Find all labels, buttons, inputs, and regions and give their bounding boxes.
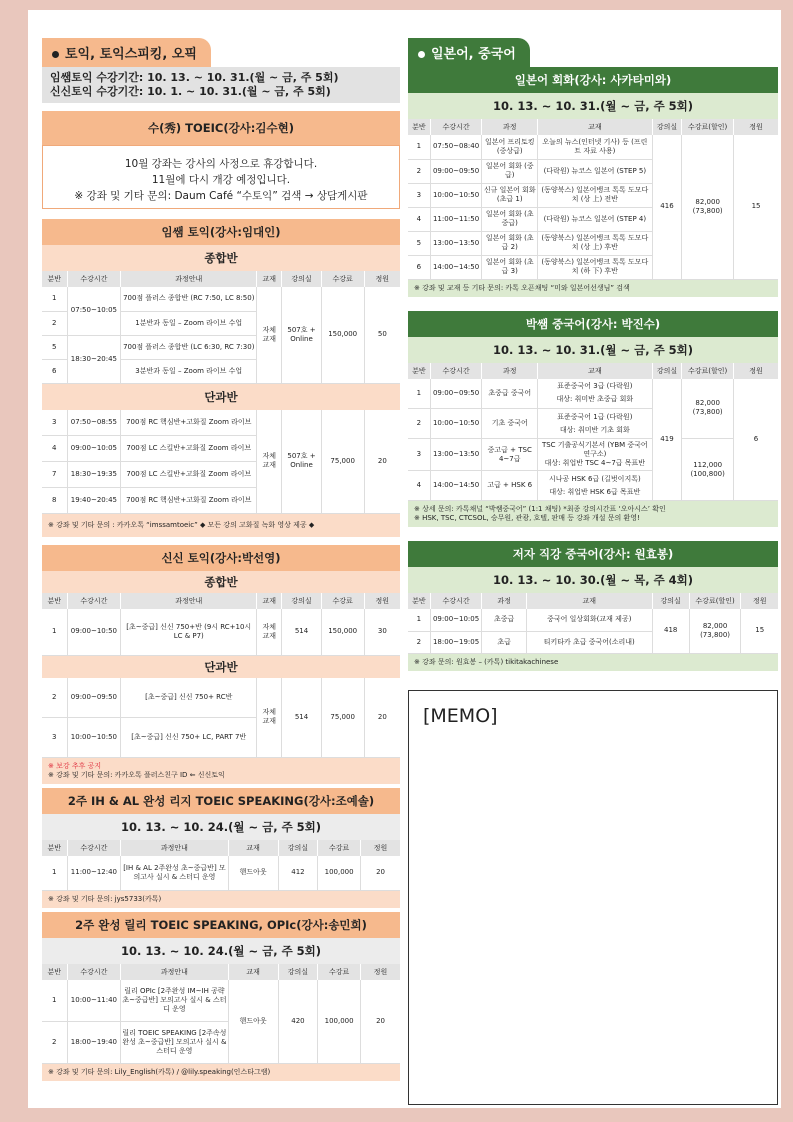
td: 고급 + HSK 6: [482, 471, 538, 501]
td: 75,000: [321, 678, 364, 758]
td: 릴리 TOEIC SPEAKING [2주속성 완성 초~중급반] 모의고사 실시 & 스터디 운영: [121, 1022, 228, 1064]
table-row: [42, 678, 400, 718]
th: 과정: [482, 119, 538, 135]
jp-table: [408, 119, 778, 280]
th: 분반: [42, 840, 67, 856]
th: 교재: [526, 593, 652, 609]
td: 07:50~10:05: [67, 287, 121, 335]
td: 자체 교재: [257, 287, 282, 383]
td: 09:00~09:50: [430, 159, 482, 183]
table-header-row: [408, 593, 778, 609]
th: 수강료(할인): [682, 119, 734, 135]
notice-line: 11월에 다시 개강 예정입니다.: [151, 174, 291, 186]
td: [초~중급] 신신 750+ RC반: [121, 678, 257, 718]
bullet-icon: [418, 51, 425, 58]
td: 10:00~10:50: [430, 183, 482, 207]
td: 700점 플러스 종합반 (RC 7:50, LC 8:50): [121, 287, 257, 311]
sin-toeic-title: 신신 토익(강사:박선영): [42, 545, 400, 571]
sin-table-jonghap: [42, 593, 400, 656]
td: 419: [652, 379, 682, 501]
td: 1: [42, 609, 67, 655]
th: 분반: [408, 593, 430, 609]
td: 112,000 (100,800): [682, 439, 734, 501]
td: (다락원) 뉴코스 일본어 (STEP 4): [537, 207, 652, 231]
td: 50: [364, 287, 400, 383]
td: 13:00~13:50: [430, 439, 482, 471]
im-sub-dangwa: 단과반: [42, 384, 400, 410]
td: 4: [42, 436, 67, 462]
td: 1: [42, 856, 67, 890]
td: (동양북스) 일본어뱅크 톡톡 도모다치 (하 下) 후반: [537, 255, 652, 279]
td: 514: [282, 609, 321, 655]
td: 1분반과 동일 – Zoom 라이브 수업: [121, 311, 257, 335]
section-tag-language: [408, 38, 530, 67]
td: 1: [42, 287, 67, 311]
th: 정원: [361, 964, 400, 980]
cn-note: [408, 501, 778, 527]
th: 교재: [257, 593, 282, 609]
cn-book: 시나공 HSK 6급 (길벗이지톡): [548, 474, 641, 483]
th: 교재: [228, 840, 278, 856]
td: 20: [361, 856, 400, 890]
sin-note-line: ※ 보강 추후 공지: [48, 762, 102, 770]
th: 과정안내: [121, 271, 257, 287]
td: 자체 교재: [257, 678, 282, 758]
td: 4: [408, 471, 430, 501]
won-title: 저자 직강 중국어(강사: 원효봉): [408, 541, 778, 567]
period-sin: 신신토익 수강기간: 10. 1. ~ 10. 31.(월 ~ 금, 주 5회): [50, 85, 331, 98]
td: 4: [408, 207, 430, 231]
tag-label: 토익, 토익스피킹, 오픽: [65, 47, 197, 62]
cn-target: 대상: 취미반 기초 회화: [559, 425, 630, 434]
td: 일본어 회화 (중급): [482, 159, 538, 183]
td: 418: [652, 609, 689, 653]
th: 강의실: [652, 119, 682, 135]
td: [IH & AL 2주완성 초~중급반] 모의고사 실시 & 스터디 운영: [121, 856, 228, 890]
td: 7: [42, 462, 67, 488]
td: 3분반과 동일 – Zoom 라이브 수업: [121, 359, 257, 383]
td: 18:00~19:40: [67, 1022, 121, 1064]
td: 일본어 회화 (초급 3): [482, 255, 538, 279]
jo-title: 2주 IH & AL 완성 리지 TOEIC SPEAKING(강사:조예솔): [42, 788, 400, 814]
song-section: [42, 912, 400, 1082]
td: 자체 교재: [257, 609, 282, 655]
td: 신규 일본어 회화 (초급 1): [482, 183, 538, 207]
th: 분반: [42, 964, 67, 980]
im-sub-jonghap: 종합반: [42, 245, 400, 271]
memo-box: [408, 690, 778, 1105]
td: 10:00~10:50: [430, 409, 482, 439]
td: 15: [741, 609, 778, 653]
sin-note: [42, 758, 400, 784]
table-row: [408, 135, 778, 159]
th: 수강시간: [430, 363, 482, 379]
table-header-row: [42, 840, 400, 856]
td: 10:00~11:40: [67, 980, 121, 1022]
td: 15: [734, 135, 778, 279]
th: 강의실: [652, 593, 689, 609]
jo-table: [42, 840, 400, 891]
im-toeic-title: 임쌤 토익(강사:임대인): [42, 219, 400, 245]
td: 핸드아웃: [228, 856, 278, 890]
section-tag-toeic: [42, 38, 211, 67]
td: 2: [42, 1022, 67, 1064]
td: 오늘의 뉴스(인터넷 기사) 등 (프린트 자료 사용): [537, 135, 652, 159]
td: 6: [42, 359, 67, 383]
cn-target: 대상: 취업반 TSC 4~7급 목표반: [544, 459, 646, 467]
td: 2: [42, 311, 67, 335]
td: 700점 RC 핵심반+고화질 Zoom 라이브: [121, 410, 257, 436]
td: [537, 409, 652, 439]
td: 09:00~10:05: [67, 436, 121, 462]
td: 3: [42, 718, 67, 758]
period-im: 임쌤토익 수강기간: 10. 13. ~ 10. 31.(월 ~ 금, 주 5회): [50, 71, 339, 84]
td: 13:00~13:50: [430, 231, 482, 255]
tag-label: 일본어, 중국어: [431, 47, 516, 62]
td: 핸드아웃: [228, 980, 278, 1064]
td: [초~중급] 신신 750+반 (9시 RC+10시 LC & P7): [121, 609, 257, 655]
right-column: [408, 10, 778, 671]
td: 700점 RC 핵심반+고화질 Zoom 라이브: [121, 488, 257, 514]
left-column: [42, 10, 400, 1081]
th: 수강시간: [67, 271, 121, 287]
th: 정원: [741, 593, 778, 609]
td: 07:50~08:55: [67, 410, 121, 436]
sin-note-line: ※ 강좌 및 기타 문의: 카카오톡 플러스친구 ID ⇐ 신신토익: [48, 771, 225, 779]
td: 82,000 (73,800): [682, 379, 734, 439]
td: 416: [652, 135, 682, 279]
td: [537, 439, 652, 471]
td: 3: [42, 410, 67, 436]
cn-title: 박쌤 중국어(강사: 박진수): [408, 311, 778, 337]
table-row: [42, 410, 400, 436]
td: 30: [364, 609, 400, 655]
cn-section: [408, 311, 778, 528]
table-row: [42, 980, 400, 1022]
table-row: [408, 609, 778, 631]
im-table-jonghap: [42, 271, 400, 384]
th: 분반: [408, 119, 430, 135]
page: [28, 10, 781, 1108]
table-header-row: [42, 593, 400, 609]
td: 09:00~09:50: [430, 379, 482, 409]
td: 2: [408, 159, 430, 183]
th: 강의실: [282, 271, 321, 287]
td: 18:00~19:05: [430, 631, 482, 653]
table-header-row: [408, 363, 778, 379]
table-row: [42, 609, 400, 655]
won-period: 10. 13. ~ 10. 30.(월 ~ 목, 주 4회): [408, 567, 778, 593]
td: 중고급 + TSC 4~7급: [482, 439, 538, 471]
th: 정원: [364, 271, 400, 287]
td: [초~중급] 신신 750+ LC, PART 7반: [121, 718, 257, 758]
td: 1: [408, 135, 430, 159]
th: 강의실: [278, 964, 317, 980]
notice-line: 10월 강좌는 강사의 사정으로 휴강합니다.: [124, 158, 318, 170]
td: 514: [282, 678, 321, 758]
td: 09:00~10:50: [67, 609, 121, 655]
jo-section: [42, 788, 400, 908]
td: [537, 471, 652, 501]
td: 09:00~09:50: [67, 678, 121, 718]
jp-section: [408, 67, 778, 297]
table-header-row: [42, 271, 400, 287]
td: 150,000: [321, 287, 364, 383]
td: 14:00~14:50: [430, 255, 482, 279]
table-header-row: [42, 964, 400, 980]
th: 교재: [537, 119, 652, 135]
th: 수강료: [318, 964, 361, 980]
td: 20: [361, 980, 400, 1064]
td: 20: [364, 678, 400, 758]
table-row: [42, 856, 400, 890]
im-toeic-section: [42, 219, 400, 537]
td: 700점 플러스 종합반 (LC 6:30, RC 7:30): [121, 335, 257, 359]
td: 700점 LC 스킬반+고화질 Zoom 라이브: [121, 462, 257, 488]
th: 수강시간: [430, 593, 482, 609]
cn-note-line: ※ 상세 문의: 카톡채널 “박쌤중국어” (1:1 채팅) *최종 강의시간표 ‘오아시스’ 확인: [414, 505, 666, 513]
cn-book: TSC 기출공식기본서 (YBM 중국어연구소): [541, 441, 648, 458]
td: 티키타카 초급 중국어(소리내): [526, 631, 652, 653]
cn-period: 10. 13. ~ 10. 31.(월 ~ 금, 주 5회): [408, 337, 778, 363]
td: 100,000: [318, 856, 361, 890]
td: 일본어 회화 (초중급): [482, 207, 538, 231]
su-toeic-section: [42, 111, 400, 209]
td: 초중급 중국어: [482, 379, 538, 409]
notice-line: ※ 강좌 및 기타 문의: Daum Café “수토익” 검색 → 상담게시판: [74, 190, 368, 202]
td: 5: [408, 231, 430, 255]
jp-title: 일본어 회화(강사: 사카타미와): [408, 67, 778, 93]
td: 6: [408, 255, 430, 279]
won-table: [408, 593, 778, 654]
td: 8: [42, 488, 67, 514]
td: 중국어 일상회화(교재 제공): [526, 609, 652, 631]
td: 82,000 (73,800): [682, 135, 734, 279]
th: 정원: [364, 593, 400, 609]
th: 수강료(할인): [682, 363, 734, 379]
th: 강의실: [278, 840, 317, 856]
td: 자체 교재: [257, 410, 282, 514]
table-row: [408, 379, 778, 409]
td: 2: [408, 409, 430, 439]
th: 수강시간: [67, 840, 121, 856]
th: 분반: [408, 363, 430, 379]
th: 정원: [361, 840, 400, 856]
td: (다락원) 뉴코스 일본어 (STEP 5): [537, 159, 652, 183]
su-toeic-title: 수(秀) TOEIC(강사:김수현): [42, 111, 400, 145]
th: 교재: [257, 271, 282, 287]
td: [537, 379, 652, 409]
td: 11:00~12:40: [67, 856, 121, 890]
th: 과정: [482, 593, 526, 609]
td: 2: [42, 678, 67, 718]
memo-label: [MEMO]: [423, 705, 498, 727]
won-section: [408, 541, 778, 671]
td: 18:30~19:35: [67, 462, 121, 488]
td: 초중급: [482, 609, 526, 631]
cn-table: [408, 363, 778, 502]
td: 07:50~08:40: [430, 135, 482, 159]
cn-book: 표준중국어 3급 (다락원): [557, 382, 633, 391]
th: 수강시간: [67, 964, 121, 980]
td: (동양북스) 일본어뱅크 톡톡 도모다치 (상 上) 전반: [537, 183, 652, 207]
td: 일본어 회화 (초급 2): [482, 231, 538, 255]
th: 과정: [482, 363, 538, 379]
td: 10:00~10:50: [67, 718, 121, 758]
sin-sub-dangwa: 단과반: [42, 656, 400, 678]
th: 강의실: [282, 593, 321, 609]
td: 1: [408, 379, 430, 409]
th: 교재: [537, 363, 652, 379]
td: 1: [408, 609, 430, 631]
th: 수강시간: [67, 593, 121, 609]
td: 3: [408, 183, 430, 207]
td: 19:40~20:45: [67, 488, 121, 514]
song-note: ※ 강좌 및 기타 문의: Lily_English(카톡) / @lily.speaking(인스타그램): [42, 1064, 400, 1081]
jo-period: 10. 13. ~ 10. 24.(월 ~ 금, 주 5회): [42, 814, 400, 840]
td: 기초 중국어: [482, 409, 538, 439]
td: 82,000 (73,800): [689, 609, 741, 653]
song-table: [42, 964, 400, 1065]
th: 교재: [228, 964, 278, 980]
cn-target: 대상: 취미반 초중급 회화: [556, 395, 634, 404]
td: 412: [278, 856, 317, 890]
cn-target: 대상: 취업반 HSK 6급 목표반: [549, 487, 641, 496]
table-row: [42, 287, 400, 311]
th: 강의실: [652, 363, 682, 379]
td: 507호 + Online: [282, 410, 321, 514]
td: 507호 + Online: [282, 287, 321, 383]
th: 수강시간: [430, 119, 482, 135]
sin-table-dangwa: [42, 678, 400, 759]
td: 20: [364, 410, 400, 514]
td: 150,000: [321, 609, 364, 655]
su-toeic-notice: [42, 145, 400, 209]
td: 1: [42, 980, 67, 1022]
song-period: 10. 13. ~ 10. 24.(월 ~ 금, 주 5회): [42, 938, 400, 964]
table-header-row: [408, 119, 778, 135]
td: 18:30~20:45: [67, 335, 121, 383]
th: 수강료: [318, 840, 361, 856]
td: (동양북스) 일본어뱅크 톡톡 도모다치 (상 上) 후반: [537, 231, 652, 255]
jp-note: ※ 강좌 및 교재 등 기타 문의: 카톡 오픈채팅 “미와 일본어선생님” 검색: [408, 280, 778, 297]
td: 초급: [482, 631, 526, 653]
td: 6: [734, 379, 778, 501]
th: 분반: [42, 271, 67, 287]
td: 릴리 OPIc [2주완성 IM~IH 공략 초~중급반] 모의고사 실시 & 스터디 운영: [121, 980, 228, 1022]
td: 420: [278, 980, 317, 1064]
sin-sub-jonghap: 종합반: [42, 571, 400, 593]
im-note: ※ 강좌 및 기타 문의 : 카카오톡 “imssamtoeic” ◆ 모든 강의 고화질 녹화 영상 제공 ◆: [42, 514, 400, 537]
im-table-dangwa: [42, 410, 400, 515]
td: 3: [408, 439, 430, 471]
th: 과정안내: [121, 840, 228, 856]
td: 14:00~14:50: [430, 471, 482, 501]
table-row: [408, 439, 778, 471]
td: 09:00~10:05: [430, 609, 482, 631]
td: 11:00~11:50: [430, 207, 482, 231]
td: 100,000: [318, 980, 361, 1064]
sin-toeic-section: [42, 545, 400, 784]
th: 수강료: [321, 271, 364, 287]
song-title: 2주 완성 릴리 TOEIC SPEAKING, OPIc(강사:송민희): [42, 912, 400, 938]
th: 수강료(할인): [689, 593, 741, 609]
th: 과정안내: [121, 593, 257, 609]
cn-book: 표준중국어 1급 (다락원): [557, 412, 633, 421]
cn-note-line: ※ HSK, TSC, CTCSOL, 승무원, 관광, 호텔, 판매 등 강좌 개설 문의 환영!: [414, 514, 640, 522]
th: 정원: [734, 363, 778, 379]
td: 2: [408, 631, 430, 653]
td: 5: [42, 335, 67, 359]
period-box: [42, 67, 400, 103]
td: 75,000: [321, 410, 364, 514]
won-note: ※ 강좌 문의: 원효봉 – (카톡) tikitakachinese: [408, 654, 778, 671]
td: 700점 LC 스킬반+고화질 Zoom 라이브: [121, 436, 257, 462]
td: 일본어 프리토킹 (중상급): [482, 135, 538, 159]
jo-note: ※ 강좌 및 기타 문의: jys5733(카톡): [42, 891, 400, 908]
bullet-icon: [52, 51, 59, 58]
th: 정원: [734, 119, 778, 135]
jp-period: 10. 13. ~ 10. 31.(월 ~ 금, 주 5회): [408, 93, 778, 119]
th: 수강료: [321, 593, 364, 609]
th: 분반: [42, 593, 67, 609]
th: 과정안내: [121, 964, 228, 980]
